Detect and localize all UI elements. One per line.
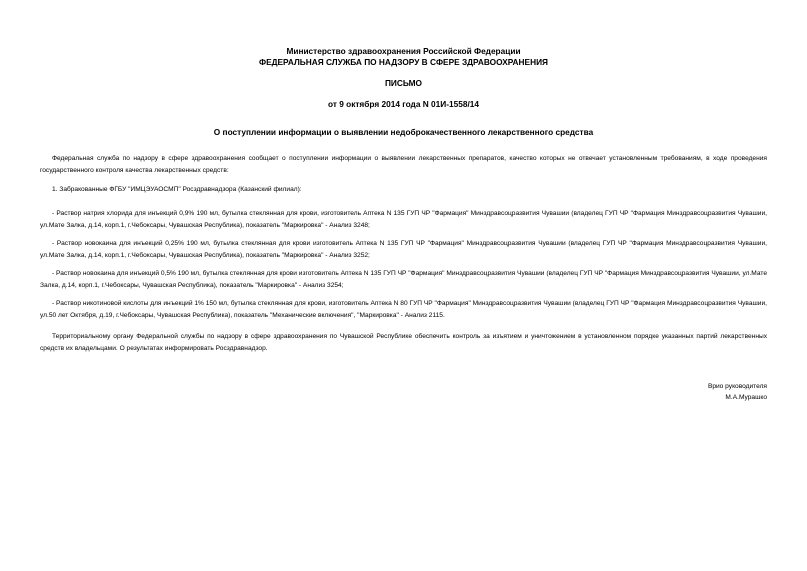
closing-paragraph	[40, 331, 767, 354]
drug-entry-text: - Раствор никотиновой кислоты для инъекций 1% 150 мл, бутылка стеклянная для крови, изготовитель Аптека N 80 ГУП ЧР "Фармация" Минздравсоцразвития Чувашии (владелец ГУП ЧР "Фармация Минздравсоцразвития Чувашии, ул.50 лет Октября, д.19, г.Чебоксары, Чувашская Республика), показатель "Механические включения", "Маркировка" - Анализ 2115.	[40, 300, 767, 319]
signatory-name: М.А.Мурашко	[725, 394, 767, 401]
drug-entry	[40, 268, 767, 291]
drug-entry	[40, 208, 767, 231]
document-date: от 9 октября 2014 года N 01И-1558/14	[327, 99, 479, 109]
ministry-name: Министерство здравоохранения Российской Федерации	[286, 46, 521, 56]
drug-entry-text: - Раствор новокаина для инъекций 0,25% 190 мл, бутылка стеклянная для крови изготовитель Аптека N 135 ГУП ЧР "Фармация" Минздравсоцразвития Чувашии (владелец ГУП ЧР "Фармация Минздравсоцразвития Чувашии, ул.Мате Залка, д.14, корп.1, г.Чебоксары, Чувашская Республика), показатель "Маркировка" - Анализ 3252;	[40, 240, 767, 259]
signatory-title: Врио руководителя	[707, 383, 767, 390]
drug-entry	[40, 298, 767, 321]
service-name: ФЕДЕРАЛЬНАЯ СЛУЖБА ПО НАДЗОРУ В СФЕРЕ ЗДРАВООХРАНЕНИЯ	[259, 57, 548, 67]
drug-entry-text: - Раствор натрия хлорида для инъекций 0,9% 190 мл, бутылка стеклянная для крови, изготовитель Аптека N 135 ГУП ЧР "Фармация" Минздравсоцразвития Чувашии (владелец ГУП ЧР "Фармация Минздравсоцразвития Чувашии, ул.Мате Залка, д.14, корп.1, г.Чебоксары, Чувашская Республика), показатель "Маркировка" - Анализ 3248;	[40, 210, 767, 229]
item-heading	[40, 184, 767, 196]
item-heading-text: 1. Забракованные ФГБУ "ИМЦЭУАОСМП" Росздравнадзора (Казанский филиал):	[52, 186, 302, 193]
closing-text: Территориальному органу Федеральной службы по надзору в сфере здравоохранения по Чувашской Республике обеспечить контроль за изъятием и уничтожением в установленном порядке указанных партий лекарственных средств их владельцами. О результатах информировать Росздравнадзор.	[40, 333, 767, 352]
drug-entry-text: - Раствор новокаина для инъекций 0,5% 190 мл, бутылка стеклянная для крови изготовитель Аптека N 135 ГУП ЧР "Фармация" Минздравсоцразвития Чувашии (владелец ГУП ЧР "Фармация Минздравсоцразвития Чувашии, ул.Мате Залка, д.14, корп.1, г.Чебоксары, Чувашская Республика), показатель "Маркировка" - Анализ 3254;	[40, 270, 767, 289]
drug-entry	[40, 238, 767, 261]
document-subject: О поступлении информации о выявлении недоброкачественного лекарственного средства	[213, 127, 594, 137]
document-page	[40, 0, 767, 571]
intro-paragraph	[40, 153, 767, 176]
document-type: ПИСЬМО	[384, 78, 423, 88]
intro-text: Федеральная служба по надзору в сфере здравоохранения сообщает о поступлении информации о выявлении лекарственных препаратов, качество которых не отвечает установленным требованиям, в ходе проведения государственного контроля качества лекарственных средств:	[40, 155, 767, 174]
